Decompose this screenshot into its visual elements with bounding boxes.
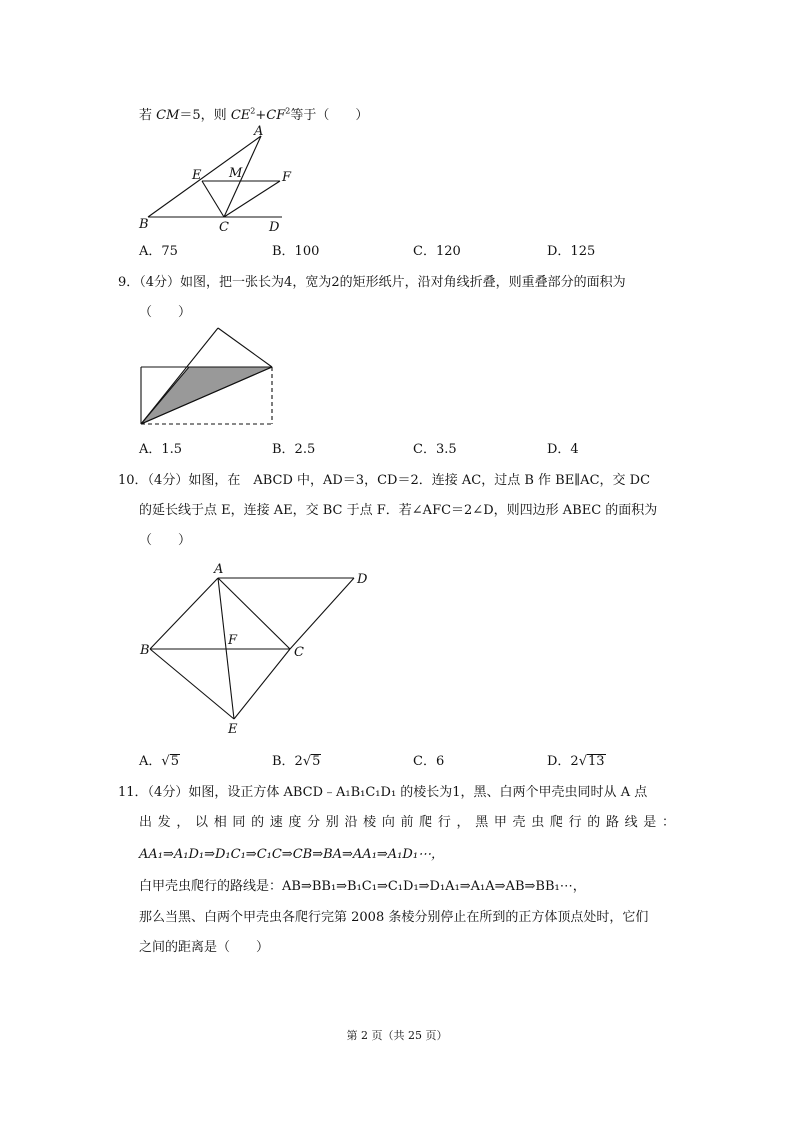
q10-label-a: A <box>214 562 224 577</box>
q10-label-d: D <box>357 572 368 587</box>
q10-option-a[interactable]: A．√5 <box>139 754 179 769</box>
q8-label-a: A <box>254 124 264 139</box>
q8-label-e: E <box>192 168 202 183</box>
q8-label-c: C <box>219 220 229 235</box>
q9-option-a[interactable]: A．1.5 <box>139 442 183 457</box>
q11-black-route: AA₁⇒A₁D₁⇒D₁C₁⇒C₁C⇒CB⇒BA⇒AA₁⇒A₁D₁⋯， <box>139 847 445 862</box>
q8-label-b: B <box>139 217 149 232</box>
q10-answer-blank: （ ） <box>139 533 192 548</box>
q10-line-ce <box>234 649 290 719</box>
q8-label-m: M <box>229 166 243 181</box>
q9-fold-right <box>218 328 272 367</box>
q9-figure <box>135 322 280 432</box>
q8-label-f: F <box>282 170 292 185</box>
q11-white-route: 白甲壳虫爬行的路线是：AB⇒BB₁⇒B₁C₁⇒C₁D₁⇒D₁A₁⇒A₁A⇒AB⇒BB₁⋯， <box>139 879 586 894</box>
q8-figure <box>135 124 295 236</box>
q10-option-d[interactable]: D．2√13 <box>547 754 605 769</box>
q8-option-b[interactable]: B．100 <box>272 244 320 259</box>
q8-line-ba <box>148 136 261 217</box>
q11-answer-blank: 之间的距离是（ ） <box>139 940 270 955</box>
q8-option-c[interactable]: C．120 <box>413 244 461 259</box>
q9-question-text: 9．（4分）如图，把一张长为4，宽为2的矩形纸片，沿对角线折叠，则重叠部分的面积为 <box>118 275 626 290</box>
q10-option-b[interactable]: B．2√5 <box>272 754 321 769</box>
q11-question-line2: 出发，以相同的速度分别沿棱向前爬行，黑甲壳虫爬行的路线是： <box>139 815 675 830</box>
page-footer: 第 2 页（共 25 页） <box>346 1029 448 1042</box>
q9-option-b[interactable]: B．2.5 <box>272 442 316 457</box>
q10-question-line1: 10．（4分）如图，在 ABCD 中，AD＝3，CD＝2．连接 AC，过点 B 作 BE∥AC，交 DC <box>118 473 651 488</box>
q9-answer-blank: （ ） <box>139 305 192 320</box>
q9-option-d[interactable]: D．4 <box>547 442 579 457</box>
q10-line-ab <box>150 578 218 649</box>
q10-label-b: B <box>140 643 150 658</box>
q10-label-c: C <box>294 645 304 660</box>
q8-line-ec <box>202 181 224 217</box>
q10-label-f: F <box>228 633 238 648</box>
q8-option-d[interactable]: D．125 <box>547 244 596 259</box>
q11-question-line5: 那么当黑、白两个甲壳虫各爬行完第 2008 条棱分别停止在所到的正方体顶点处时，它们 <box>139 910 649 925</box>
q8-option-a[interactable]: A．75 <box>139 244 178 259</box>
q10-figure <box>136 560 376 740</box>
q8-label-d: D <box>269 220 280 235</box>
q10-line-be <box>150 649 234 719</box>
q10-label-e: E <box>228 722 238 737</box>
q10-line-dc <box>290 578 354 649</box>
q10-option-c[interactable]: C．6 <box>413 754 445 769</box>
q11-question-line1: 11．（4分）如图，设正方体 ABCD﹣A₁B₁C₁D₁ 的棱长为1，黑、白两个甲壳虫同时从 A 点 <box>118 785 648 800</box>
q10-question-line2: 的延长线于点 E，连接 AE，交 BC 于点 F．若∠AFC＝2∠D，则四边形 ABEC 的面积为 <box>139 503 658 518</box>
q9-option-c[interactable]: C．3.5 <box>413 442 457 457</box>
q8-question-text: 若 CM＝5，则 $CE^2+CF^2$等于（ ） <box>139 106 369 123</box>
